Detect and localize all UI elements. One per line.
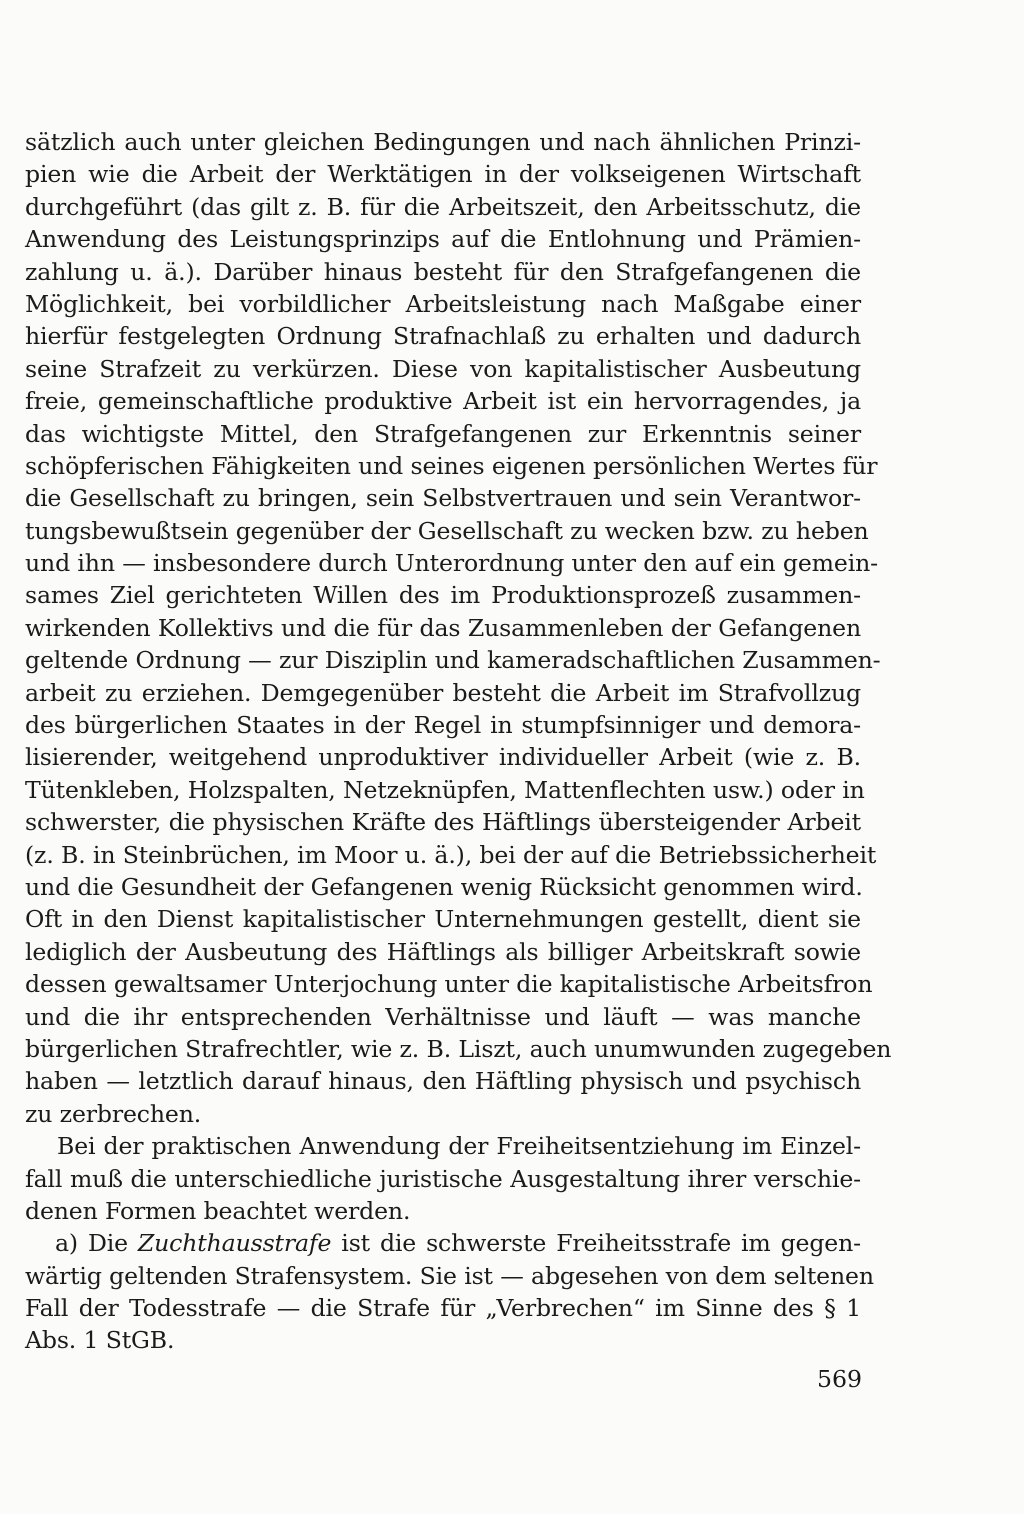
section-a-line: Abs. 1 StGB.: [25, 1326, 175, 1355]
text-line: durchgeführt (das gilt z. B. für die Arbeitszeit, den Arbeitsschutz, die: [25, 192, 861, 221]
text-line: des bürgerlichen Staates in der Regel in stumpfsinniger und demora-: [25, 711, 861, 740]
text-line: zahlung u. ä.). Darüber hinaus besteht für den Strafgefangenen die: [25, 257, 861, 286]
text-line: seine Strafzeit zu verkürzen. Diese von kapitalistischer Ausbeutung: [25, 354, 861, 383]
text-line: tungsbewußtsein gegenüber der Gesellschaft zu wecken bzw. zu heben: [25, 516, 869, 545]
text-line: hierfür festgelegten Ordnung Strafnachlaß zu erhalten und dadurch: [25, 322, 861, 351]
text-line: bürgerlichen Strafrechtler, wie z. B. Liszt, auch unumwunden zugegeben: [25, 1034, 892, 1063]
text-line: wirkenden Kollektivs und die für das Zusammenleben der Gefangenen: [25, 613, 861, 642]
paragraph-line: denen Formen beachtet werden.: [25, 1196, 411, 1225]
text-line: arbeit zu erziehen. Demgegenüber besteht die Arbeit im Strafvollzug: [25, 678, 861, 707]
section-a-prefix: a) Die: [55, 1229, 138, 1258]
text-line: Anwendung des Leistungsprinzips auf die Entlohnung und Prämien-: [25, 225, 861, 254]
text-line: schöpferischen Fähigkeiten und seines eigenen persönlichen Wertes für: [25, 451, 878, 480]
section-a-first-line: [25, 1227, 861, 1259]
section-a-line: wärtig geltenden Strafensystem. Sie ist — abgesehen von dem seltenen: [25, 1261, 874, 1290]
text-line: Oft in den Dienst kapitalistischer Unternehmungen gestellt, dient sie: [25, 905, 861, 934]
text-line: lisierender, weitgehend unproduktiver individueller Arbeit (wie z. B.: [25, 743, 861, 772]
page-number: 569: [816, 1365, 862, 1393]
text-line: das wichtigste Mittel, den Strafgefangenen zur Erkenntnis seiner: [25, 419, 861, 448]
text-line: schwerster, die physischen Kräfte des Häftlings übersteigender Arbeit: [25, 808, 861, 837]
text-line: sätzlich auch unter gleichen Bedingungen und nach ähnlichen Prinzi-: [25, 128, 861, 156]
text-line: haben — letztlich darauf hinaus, den Häftling physisch und psychisch: [25, 1067, 861, 1096]
text-line: sames Ziel gerichteten Willen des im Produktionsprozeß zusammen-: [25, 581, 861, 610]
text-line: und ihn — insbesondere durch Unterordnung unter den auf ein gemein-: [25, 549, 878, 578]
text-line: und die Gesundheit der Gefangenen wenig Rücksicht genommen wird.: [25, 872, 863, 901]
text-line: zu zerbrechen.: [25, 1099, 202, 1128]
text-line: pien wie die Arbeit der Werktätigen in der volkseigenen Wirtschaft: [25, 160, 861, 189]
zuchthausstrafe-term: Zuchthausstrafe: [137, 1229, 332, 1258]
text-line: lediglich der Ausbeutung des Häftlings als billiger Arbeitskraft sowie: [25, 937, 861, 966]
section-a-rest: ist die schwerste Freiheitsstrafe im gegen-: [331, 1229, 861, 1258]
section-a-line: Fall der Todesstrafe — die Strafe für „Verbrechen“ im Sinne des § 1: [25, 1294, 861, 1323]
text-line: freie, gemeinschaftliche produktive Arbeit ist ein hervorragendes, ja: [25, 387, 861, 416]
body-text: [25, 126, 892, 1357]
text-line: dessen gewaltsamer Unterjochung unter die kapitalistische Arbeitsfron: [25, 970, 873, 999]
text-line: geltende Ordnung — zur Disziplin und kameradschaftlichen Zusammen-: [25, 646, 881, 675]
text-line: Tütenkleben, Holzspalten, Netzeknüpfen, Mattenflechten usw.) oder in: [25, 775, 865, 804]
text-line: (z. B. in Steinbrüchen, im Moor u. ä.), bei der auf die Betriebssicherheit: [25, 840, 877, 869]
paragraph-line: fall muß die unterschiedliche juristische Ausgestaltung ihrer verschie-: [25, 1164, 861, 1193]
text-line: die Gesellschaft zu bringen, sein Selbstvertrauen und sein Verantwor-: [25, 484, 861, 513]
text-line: Möglichkeit, bei vorbildlicher Arbeitsleistung nach Maßgabe einer: [25, 289, 861, 318]
paragraph-line: Bei der praktischen Anwendung der Freiheitsentziehung im Einzel-: [57, 1132, 861, 1161]
text-line: und die ihr entsprechenden Verhältnisse und läuft — was manche: [25, 1002, 861, 1031]
